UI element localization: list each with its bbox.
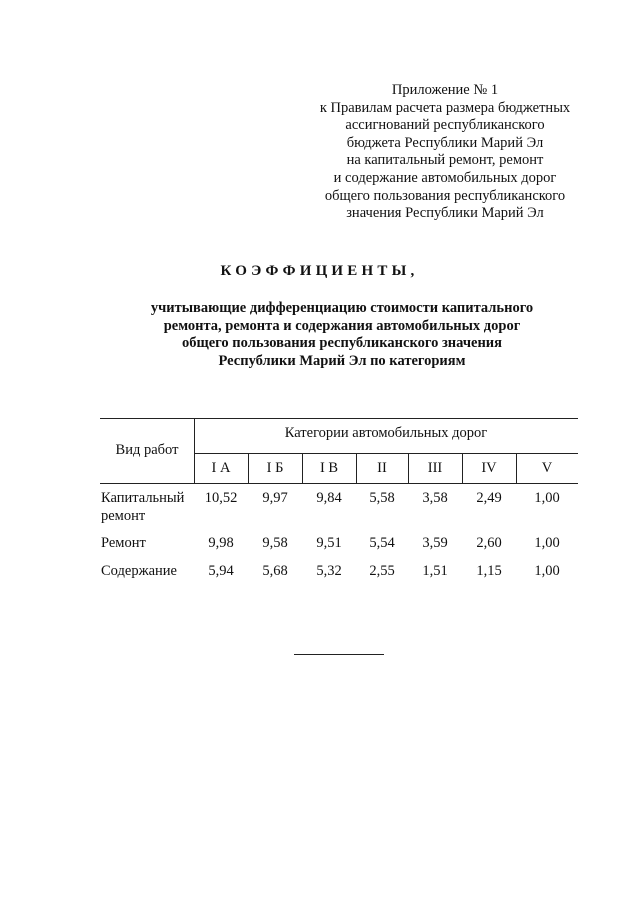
appendix-line: бюджета Республики Марий Эл bbox=[346, 134, 544, 151]
table-cell: 10,52 bbox=[204, 490, 238, 506]
subtitle-line: учитывающие дифференциацию стоимости капитального bbox=[150, 300, 534, 316]
document-title: КОЭФФИЦИЕНТЫ, bbox=[220, 263, 419, 279]
table-cell: 5,54 bbox=[369, 535, 395, 551]
table-cell: 2,60 bbox=[476, 535, 502, 551]
table-cell: 1,15 bbox=[476, 563, 502, 579]
table-cell: 1,00 bbox=[534, 563, 560, 579]
table-cell: 1,51 bbox=[422, 563, 448, 579]
table-cell: 9,51 bbox=[316, 535, 342, 551]
table-cell: 1,00 bbox=[534, 490, 560, 506]
row-label: ремонт bbox=[101, 508, 146, 524]
column-header: III bbox=[427, 460, 443, 476]
table-top-border bbox=[100, 418, 578, 419]
appendix-line: общего пользования республиканского bbox=[324, 187, 566, 204]
appendix-line: ассигнований республиканского bbox=[345, 117, 545, 134]
table-cell: 9,58 bbox=[262, 535, 288, 551]
subtitle-line: общего пользования республиканского значения bbox=[182, 335, 502, 352]
table-cell: 5,58 bbox=[369, 490, 395, 506]
row-header: Вид работ bbox=[115, 442, 179, 458]
column-header: V bbox=[541, 460, 553, 476]
document-subtitle bbox=[0, 300, 639, 370]
column-header: I Б bbox=[266, 460, 284, 476]
appendix-line: Приложение № 1 bbox=[391, 82, 499, 98]
column-header: II bbox=[377, 460, 387, 476]
row-label: Ремонт bbox=[101, 535, 146, 551]
column-header: I В bbox=[319, 460, 339, 476]
appendix-line: к Правилам расчета размера бюджетных bbox=[319, 99, 571, 116]
table-cell: 9,84 bbox=[316, 490, 342, 506]
table-cell: 9,98 bbox=[208, 535, 234, 551]
subtitle-line: ремонта, ремонта и содержания автомобильных дорог bbox=[163, 317, 521, 334]
appendix-line: значения Республики Марий Эл bbox=[346, 205, 544, 222]
column-header: I А bbox=[211, 460, 231, 476]
table-cell: 2,55 bbox=[369, 563, 395, 579]
subtitle-line: Республики Марий Эл по категориям bbox=[218, 352, 466, 369]
table-header-bottom-border bbox=[100, 483, 578, 484]
table-cell: 3,58 bbox=[422, 490, 448, 506]
table-category-divider bbox=[194, 453, 578, 454]
table-cell: 5,68 bbox=[262, 563, 288, 579]
row-label: Капитальный bbox=[101, 490, 185, 506]
table-cell: 3,59 bbox=[422, 535, 448, 551]
table-cell: 2,49 bbox=[476, 490, 502, 506]
table-cell: 5,32 bbox=[316, 563, 342, 579]
closing-rule bbox=[294, 654, 384, 655]
table-cell: 1,00 bbox=[534, 535, 560, 551]
table-cell: 5,94 bbox=[208, 563, 234, 579]
appendix-line: и содержание автомобильных дорог bbox=[333, 169, 557, 186]
column-header: IV bbox=[481, 460, 497, 476]
category-group-header: Категории автомобильных дорог bbox=[284, 425, 488, 441]
table-cell: 9,97 bbox=[262, 490, 288, 506]
row-label: Содержание bbox=[101, 563, 177, 579]
appendix-line: на капитальный ремонт, ремонт bbox=[346, 152, 544, 169]
appendix-reference bbox=[300, 82, 590, 223]
